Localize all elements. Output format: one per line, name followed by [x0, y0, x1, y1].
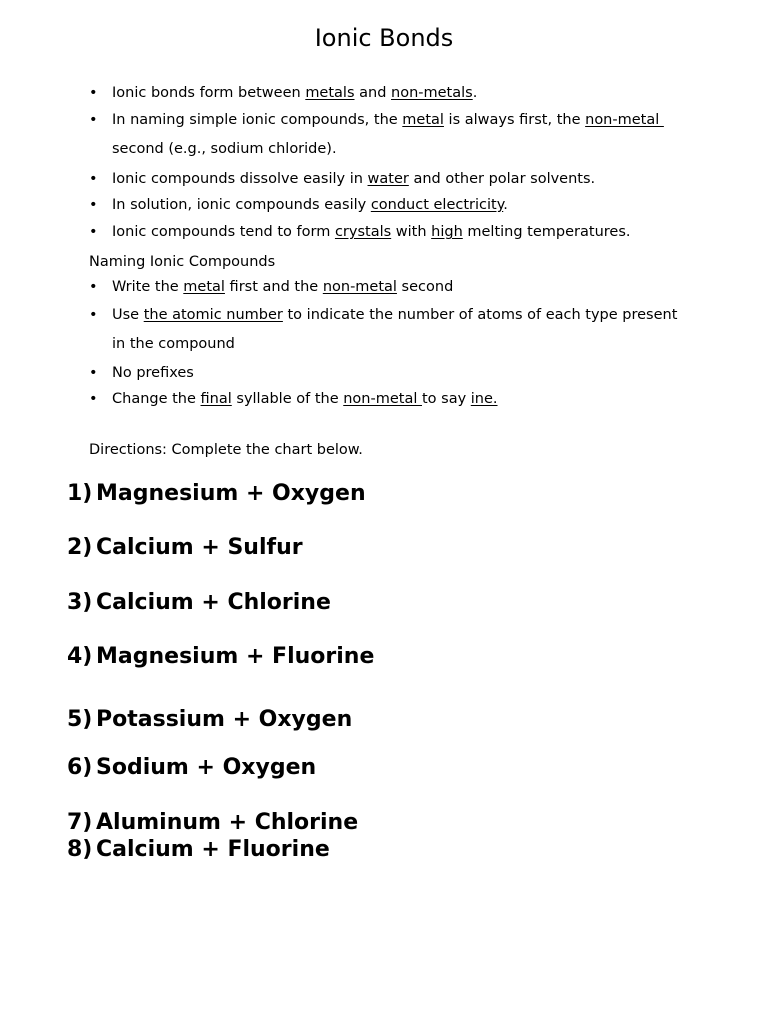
bullet-icon: • [89, 197, 98, 213]
page-title: Ionic Bonds [314, 24, 454, 52]
problem-item: 6) Sodium + Oxygen [67, 755, 317, 780]
bullet-icon: • [89, 224, 98, 240]
rule-text: Write the metal first and the non-metal second [112, 279, 454, 295]
fact-text: In solution, ionic compounds easily conduct electricity. [112, 197, 508, 213]
bullet-icon: • [89, 279, 98, 295]
fact-text: Ionic compounds tend to form crystals with high melting temperatures. [112, 224, 631, 240]
bullet-icon: • [89, 307, 98, 323]
fact-text: Ionic compounds dissolve easily in water and other polar solvents. [112, 171, 596, 187]
fact-text: In naming simple ionic compounds, the metal is always first, the non-metal [112, 112, 664, 128]
problem-item: 2) Calcium + Sulfur [67, 535, 303, 560]
bullet-icon: • [89, 171, 98, 187]
naming-heading: Naming Ionic Compounds [89, 254, 276, 270]
fact-text: Ionic bonds form between metals and non-metals. [112, 85, 478, 101]
bullet-icon: • [89, 391, 98, 407]
rule-text: Change the final syllable of the non-metal to say ine. [112, 391, 498, 407]
problem-item: 7) Aluminum + Chlorine [67, 810, 359, 835]
bullet-icon: • [89, 112, 98, 128]
problem-item: 8) Calcium + Fluorine [67, 837, 330, 862]
rule-text: Use the atomic number to indicate the number of atoms of each type present [112, 307, 678, 323]
bullet-icon: • [89, 365, 98, 381]
directions-text: Directions: Complete the chart below. [89, 442, 363, 458]
rule-text: No prefixes [112, 365, 194, 381]
problem-item: 3) Calcium + Chlorine [67, 590, 331, 615]
problem-item: 4) Magnesium + Fluorine [67, 644, 375, 669]
problem-item: 5) Potassium + Oxygen [67, 707, 353, 732]
bullet-icon: • [89, 85, 98, 101]
problem-item: 1) Magnesium + Oxygen [67, 481, 366, 506]
